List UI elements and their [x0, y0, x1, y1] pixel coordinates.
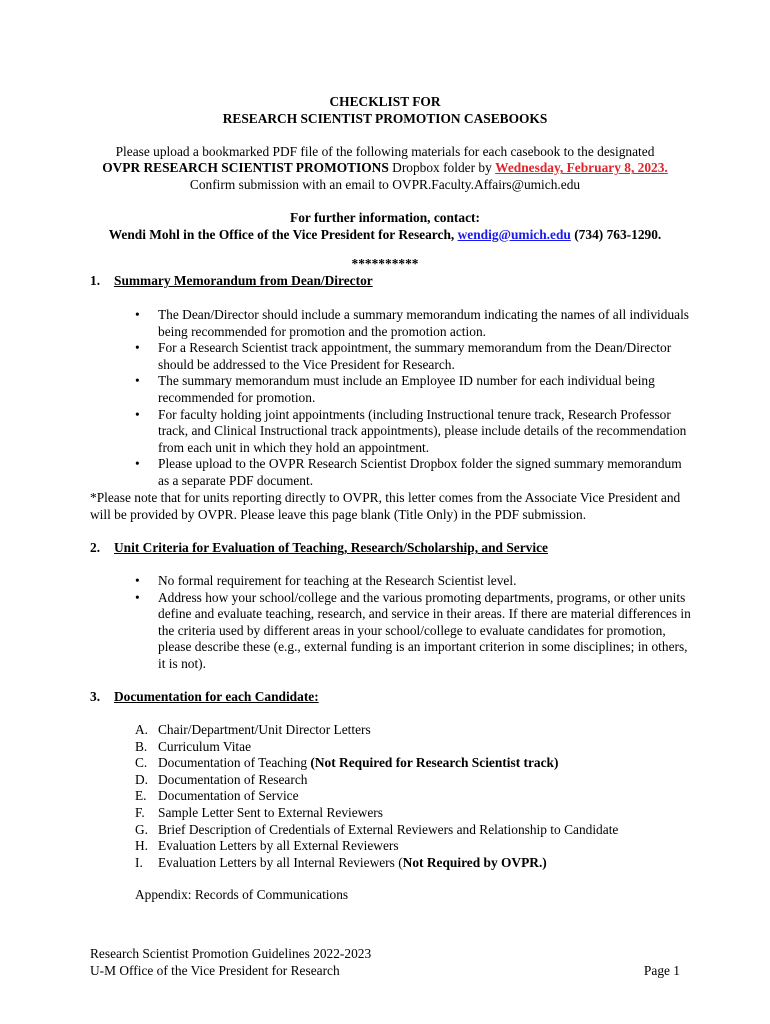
item-text: Sample Letter Sent to External Reviewers [158, 804, 383, 820]
item-letter: G. [135, 821, 149, 837]
separator: ********** [351, 256, 419, 271]
list-item: • The Dean/Director should include a summary memorandum indicating the names of all individuals being recommended for promotion and the promotion action. [135, 307, 695, 340]
list-item: • For a Research Scientist track appointment, the summary memorandum from the Dean/Director should be addressed to the Vice President for Research. [135, 340, 695, 373]
document-header [0, 94, 770, 243]
contact-email-link[interactable]: wendig@umich.edu [457, 226, 571, 242]
contact-heading: For further information, contact: [290, 210, 480, 226]
contact-name: Wendi Mohl in the Office of the Vice President for Research, [108, 226, 458, 242]
section-2-heading [90, 540, 548, 557]
list-item [135, 755, 695, 772]
list-item [135, 838, 695, 855]
section-3-number: 3. [90, 689, 101, 704]
section-1-number: 1. [90, 273, 101, 288]
item-letter: H. [135, 838, 149, 854]
contact-phone: (734) 763-1290. [570, 226, 662, 242]
item-text: Brief Description of Credentials of External Reviewers and Relationship to Candidate [158, 821, 619, 837]
section-2-bullets [135, 573, 695, 673]
item-text: Curriculum Vitae [158, 738, 252, 754]
list-item [135, 739, 695, 756]
intro-line-1: Please upload a bookmarked PDF file of the following materials for each casebook to the designated [115, 143, 655, 159]
item-letter: C. [135, 755, 148, 771]
item-letter: I. [135, 854, 143, 870]
section-1-title: Summary Memorandum from Dean/Director [114, 273, 373, 288]
documentation-list [135, 722, 695, 871]
title-line-2: RESEARCH SCIENTIST PROMOTION CASEBOOKS [222, 110, 548, 126]
list-item [135, 788, 695, 805]
item-letter: A. [135, 722, 149, 737]
item-bold-note: Not Required by OVPR.) [402, 854, 547, 870]
list-item: • Please upload to the OVPR Research Scientist Dropbox folder the signed summary memorandum as a separate PDF document. [135, 456, 695, 489]
list-item [135, 805, 695, 822]
page-number: Page 1 [643, 962, 680, 978]
page-footer [90, 946, 680, 979]
item-letter: E. [135, 788, 147, 804]
intro-mid-text: Dropbox folder by [388, 160, 496, 176]
section-1-heading [90, 273, 373, 290]
item-letter: D. [135, 771, 149, 787]
section-3-heading [90, 689, 319, 706]
item-text: Documentation of Service [158, 788, 299, 804]
item-bold-note: (Not Required for Research Scientist track) [310, 755, 559, 771]
section-2-number: 2. [90, 540, 101, 555]
list-item: • Address how your school/college and the various promoting departments, programs, or other units define and evaluate teaching, research, and service in their areas. If there are material differences in the criteria used by different areas in your school/college to evaluate candidates for promotion, please describe these (e.g., external funding is an important criterion in some disciplines; in others, it is not). [135, 590, 695, 673]
footer-line-1: Research Scientist Promotion Guidelines 2022-2023 [90, 946, 372, 961]
item-text: Documentation of Teaching [158, 755, 311, 771]
item-text: Documentation of Research [158, 771, 308, 787]
list-item [135, 855, 695, 872]
section-1-note: *Please note that for units reporting directly to OVPR, this letter comes from the Associate Vice President and will be provided by OVPR. Please leave this page blank (Title Only) in the PDF submission. [90, 490, 681, 522]
item-text: Evaluation Letters by all Internal Reviewers ( [158, 854, 403, 870]
section-3-title: Documentation for each Candidate: [114, 689, 319, 704]
deadline-date: Wednesday, February 8, 2023. [495, 160, 668, 176]
title-line-1: CHECKLIST FOR [329, 94, 441, 109]
intro-line-3: Confirm submission with an email to OVPR.Faculty.Affairs@umich.edu [189, 176, 581, 192]
appendix-line: Appendix: Records of Communications [135, 887, 349, 902]
item-text: Chair/Department/Unit Director Letters [158, 722, 371, 737]
contact-line [0, 227, 770, 244]
list-item [135, 772, 695, 789]
dropbox-folder-name: OVPR RESEARCH SCIENTIST PROMOTIONS [102, 160, 389, 176]
item-text: Evaluation Letters by all External Reviewers [158, 838, 399, 854]
list-item [135, 722, 695, 739]
list-item: • The summary memorandum must include an Employee ID number for each individual being recommended for promotion. [135, 373, 695, 406]
item-letter: B. [135, 738, 148, 754]
item-letter: F. [135, 804, 145, 820]
list-item: • For faculty holding joint appointments (including Instructional tenure track, Research Professor track, and Clinical Instructional track appointments), please include details of the recommendation from each unit in which they hold an appointment. [135, 407, 695, 457]
section-1-bullets [135, 307, 695, 490]
section-2-title: Unit Criteria for Evaluation of Teaching, Research/Scholarship, and Service [114, 540, 548, 555]
list-item: • No formal requirement for teaching at the Research Scientist level. [135, 573, 695, 590]
intro-line-2 [0, 160, 770, 177]
footer-line-2: U-M Office of the Vice President for Research [90, 962, 340, 978]
list-item [135, 822, 695, 839]
